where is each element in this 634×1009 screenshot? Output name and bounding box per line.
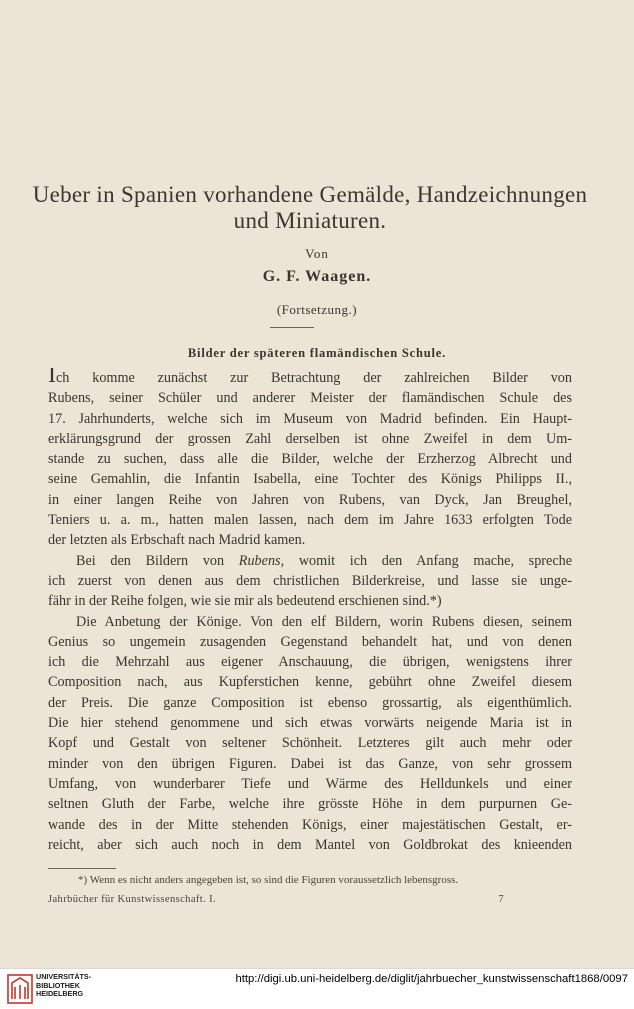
university-library-logo-icon[interactable] bbox=[6, 973, 34, 1005]
text-line: stande zu suchen, dass alle die Bilder, welche der Erzherzog Albrecht und bbox=[48, 451, 572, 468]
footnote-text: *) Wenn es nicht anders angegeben ist, so sind die Figuren voraussetzlich lebensgross. bbox=[78, 874, 459, 886]
text-line: erklärungsgrund der grossen Zahl derselben ist ohne Zweifel in dem Um- bbox=[48, 430, 572, 447]
permalink-url[interactable]: http://digi.ub.uni-heidelberg.de/diglit/jahrbuecher_kunstwissenschaft1868/0097 bbox=[235, 973, 628, 985]
text-line: 17. Jahrhunderts, welche sich im Museum von Madrid befinden. Ein Haupt- bbox=[48, 410, 572, 427]
text-line: ich die Mehrzahl aus eigener Anschauung, die übrigen, wenigstens ihrer bbox=[48, 654, 572, 671]
title-divider bbox=[270, 327, 314, 328]
signature-mark: 7 bbox=[498, 894, 504, 905]
text-line: seltnen Gluth der Farbe, welche ihre grösste Höhe in dem purpurnen Ge- bbox=[48, 796, 572, 813]
byline-von: Von bbox=[305, 246, 329, 261]
body-text bbox=[48, 368, 572, 855]
text-line: wande des in der Mitte stehenden Königs, einer majestätischen Gestalt, er- bbox=[48, 816, 572, 833]
text-line: fähr in der Reihe folgen, wie sie mir als bedeutend erschienen sind.*) bbox=[48, 593, 442, 610]
article-title-line-1: Ueber in Spanien vorhandene Gemälde, Handzeichnungen bbox=[32, 182, 588, 207]
text-line: Kopf und Gestalt von seltener Schönheit. Letzteres gilt auch mehr oder bbox=[48, 735, 572, 752]
author-name: G. F. Waagen. bbox=[262, 268, 372, 285]
continuation-note: (Fortsetzung.) bbox=[276, 302, 358, 317]
text-line: ich zuerst von denen aus dem christlichen Bilderkreise, und lasse sie unge- bbox=[48, 572, 572, 589]
text-line: Teniers u. a. m., hatten malen lassen, nach dem im Jahre 1633 erfolgten Tode bbox=[48, 512, 572, 529]
drop-cap: I bbox=[48, 368, 56, 388]
text-line: in einer langen Reihe von Jahren von Rubens, van Dyck, Jan Breughel, bbox=[48, 491, 572, 508]
text-line: Rubens, seiner Schüler und anderer Meister der flamändischen Schule des bbox=[48, 390, 572, 407]
text-line: Genius so ungemein zusagenden Gegenstand behandelt hat, und von denen bbox=[48, 633, 572, 650]
article-title-line-2: und Miniaturen. bbox=[233, 208, 387, 233]
library-name: UNIVERSITÄTS- BIBLIOTHEK HEIDELBERG bbox=[36, 972, 92, 998]
text-line: der Preis. Die ganze Composition ist ebenso grossartig, als eigenthümlich. bbox=[48, 694, 572, 711]
running-footer bbox=[48, 894, 572, 905]
text-line: Composition nach, aus Kupferstichen kenne, gebührt ohne Zweifel diesem bbox=[48, 674, 572, 691]
text-line: der letzten als Erbschaft nach Madrid kamen. bbox=[48, 532, 306, 549]
journal-name: Jahrbücher für Kunstwissenschaft. I. bbox=[48, 894, 217, 905]
footnote-divider bbox=[48, 868, 116, 869]
section-heading: Bilder der späteren flamändischen Schule. bbox=[187, 346, 447, 360]
footnote bbox=[48, 874, 572, 886]
text-line: Ich komme zunächst zur Betrachtung der zahlreichen Bilder von bbox=[48, 368, 572, 388]
text-line: reicht, aber sich auch noch in dem Mantel von Goldbrokat des knieenden bbox=[48, 836, 572, 853]
text-line: minder von den übrigen Figuren. Dabei ist das Ganze, von sehr grossem bbox=[48, 755, 572, 772]
viewer-footer bbox=[0, 968, 634, 1009]
text-line: Bei den Bildern von Rubens, womit ich den Anfang mache, spreche bbox=[76, 552, 572, 569]
text-line: Umfang, von wunderbarer Tiefe und Wärme des Helldunkels und einer bbox=[48, 775, 572, 792]
text-line: Die hier stehend genommene und sich etwas vorwärts neigende Maria ist in bbox=[48, 715, 572, 732]
artist-name-italic: Rubens bbox=[238, 552, 281, 569]
text-line: Die Anbetung der Könige. Von den elf Bildern, worin Rubens diesen, seinem bbox=[76, 613, 572, 630]
text-line: seine Gemahlin, die Infantin Isabella, eine Tochter des Königs Philipps II., bbox=[48, 471, 572, 488]
